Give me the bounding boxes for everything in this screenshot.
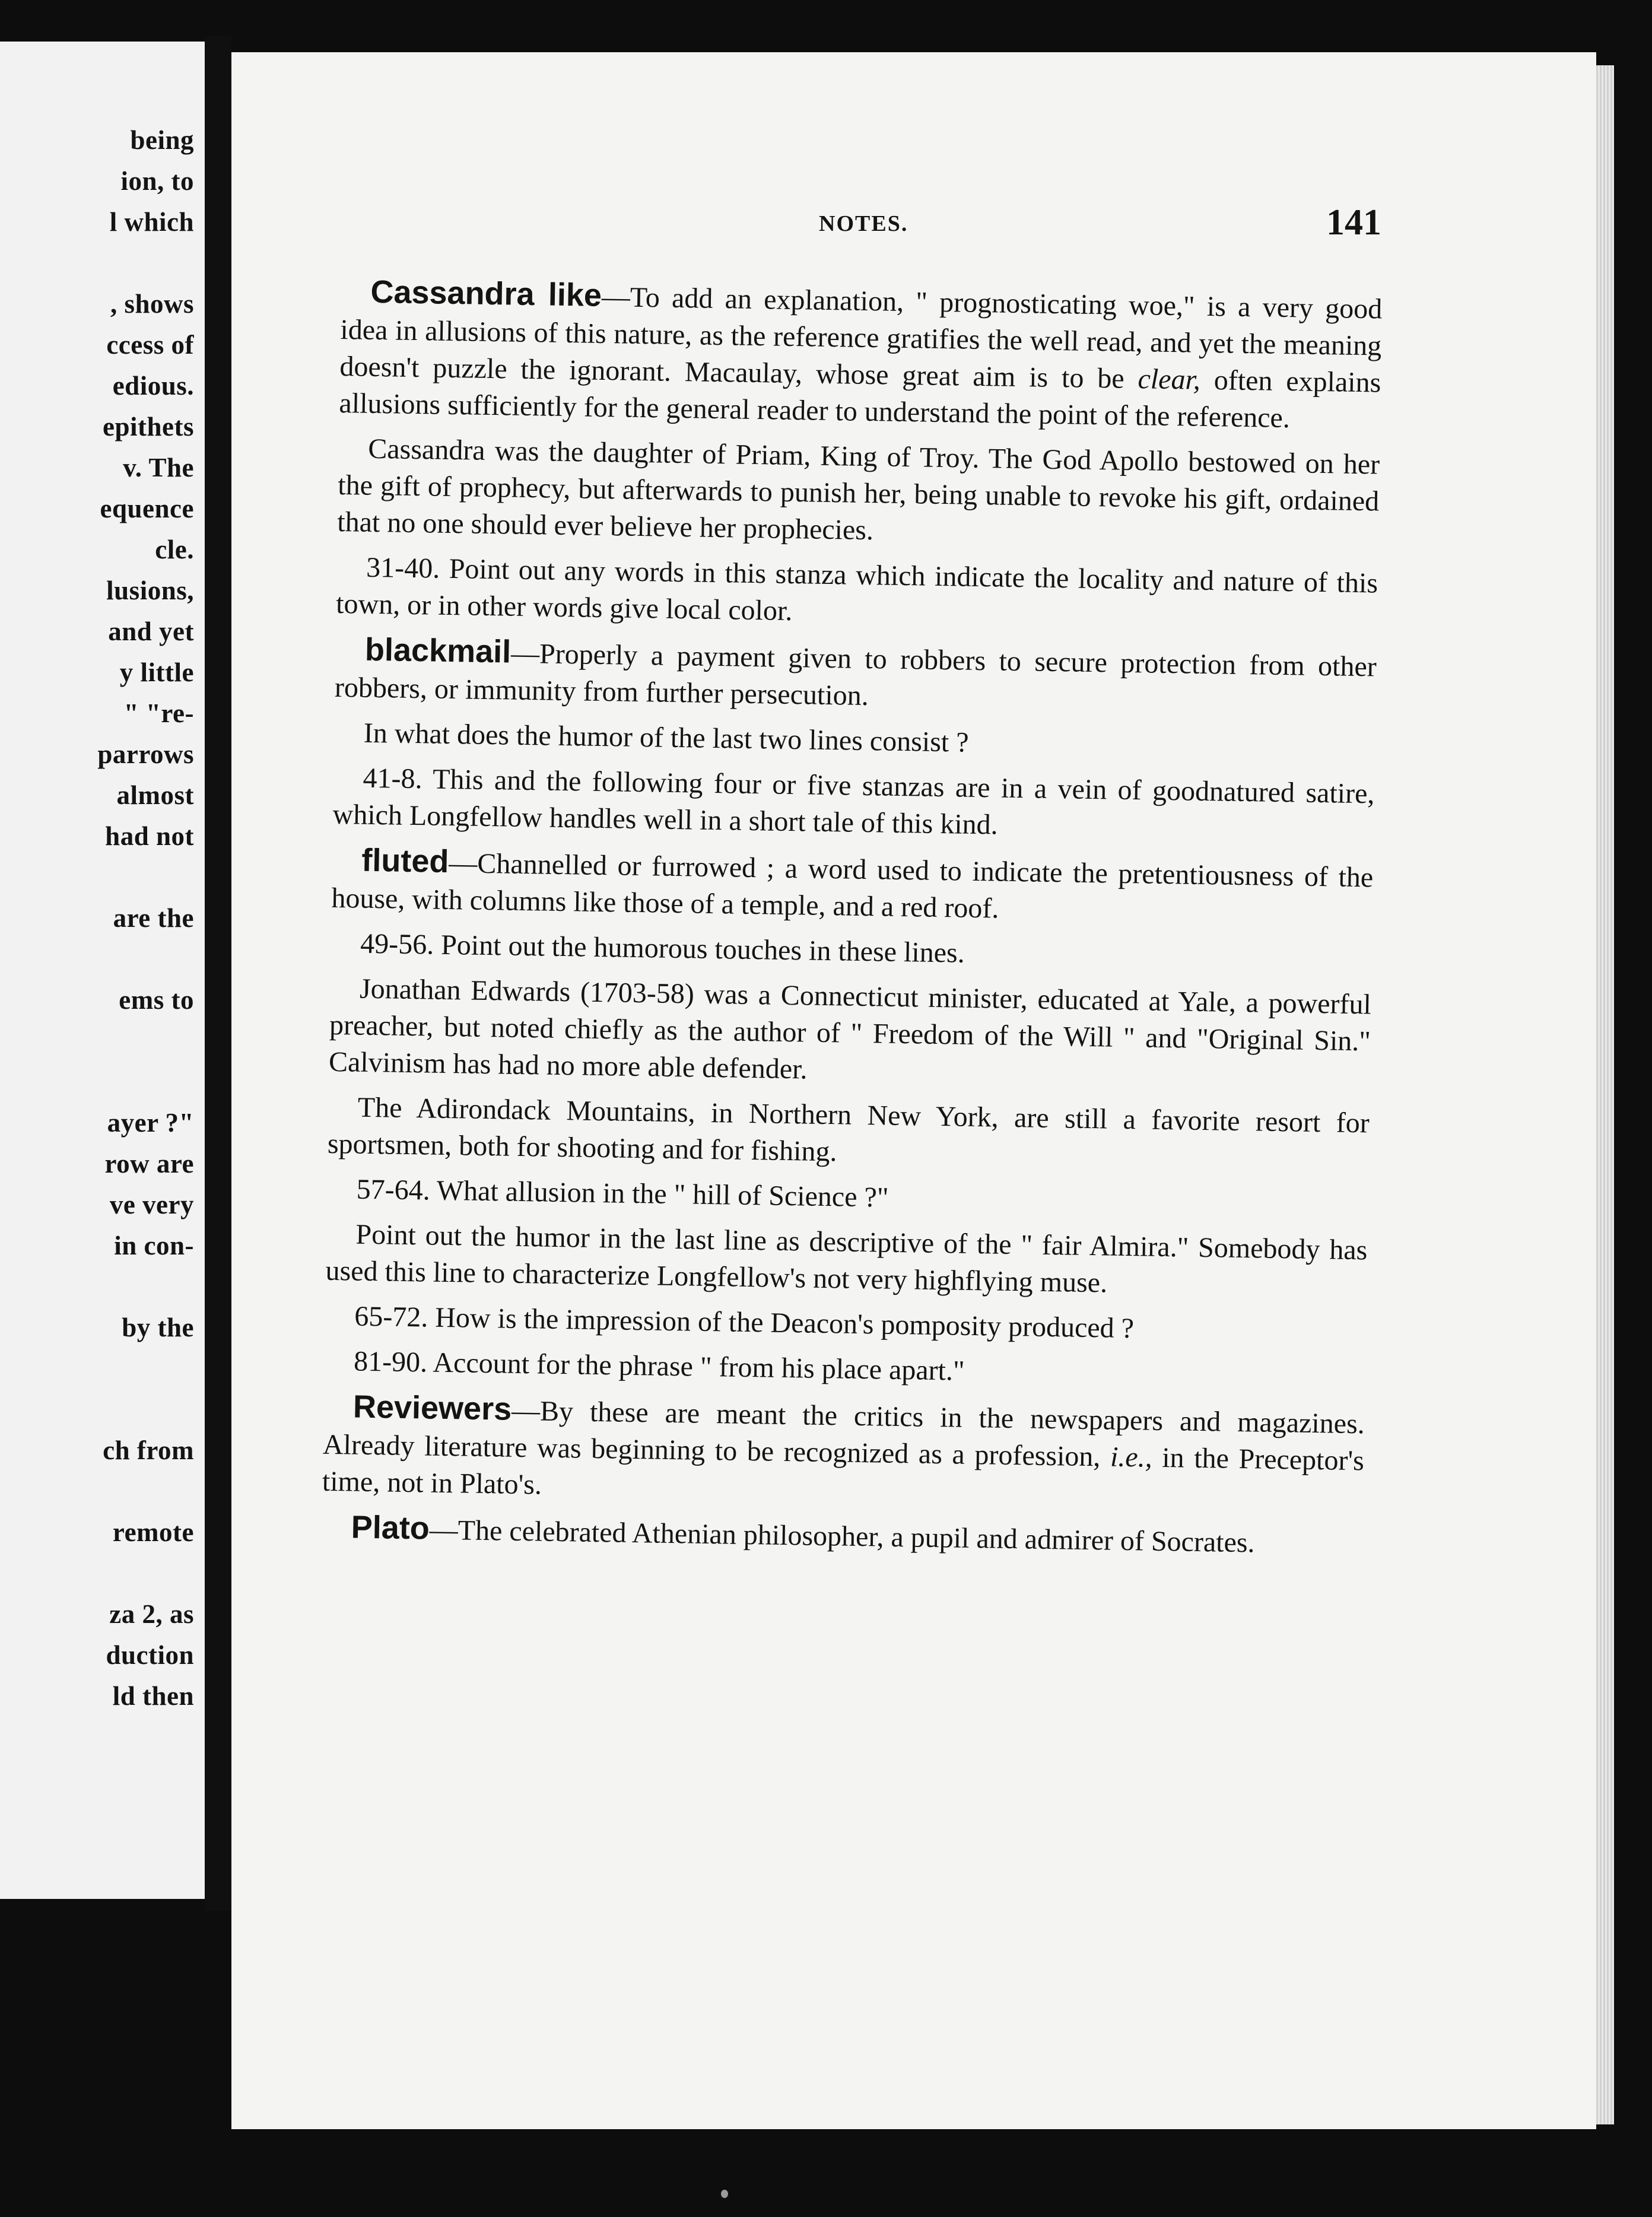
page-number: 141 xyxy=(1326,202,1381,243)
left-page-line-fragment: l which xyxy=(109,207,194,237)
left-page-line-fragment: in con- xyxy=(114,1231,194,1260)
note-text: Channelled or furrowed ; a word used to indicate the pretentiousness of the house, with columns like those of a temple, and a red roof. xyxy=(331,847,1374,925)
left-page-line-fragment: , shows xyxy=(110,289,194,319)
note-text: Jonathan Edwards (1703-58) was a Connecticut minister, educated at Yale, a powerful preacher, but noted chiefly as the author of " Freedom of the Will " and "Original Sin." Calvinism has had no more able defender. xyxy=(328,973,1372,1085)
note-emphasis: clear, xyxy=(1138,363,1201,396)
note-emphasis: i.e., xyxy=(1110,1441,1153,1473)
note-paragraph xyxy=(331,925,1373,979)
note-paragraph xyxy=(325,1298,1367,1351)
left-page-line-fragment: lusions, xyxy=(106,576,194,605)
note-text: Point out the humor in the last line as descriptive of the " fair Almira." Somebody has used this line to characterize Longfellow's not very highflying muse. xyxy=(325,1218,1368,1299)
note-entry xyxy=(321,1508,1363,1564)
note-entry xyxy=(335,631,1377,723)
page-edges xyxy=(1596,65,1614,2124)
left-page-line-fragment: being xyxy=(130,125,194,155)
note-paragraph xyxy=(332,760,1375,850)
note-text: The celebrated Athenian philosopher, a pupil and admirer of Socrates. xyxy=(458,1514,1255,1559)
note-text: The Adirondack Mountains, in Northern New York, are still a favorite resort for sportsmen, both for shooting and for fishing. xyxy=(327,1091,1370,1168)
note-term: fluted xyxy=(361,842,449,879)
facing-page-left xyxy=(0,42,205,1899)
note-text-continued: often explains allusions sufficiently for the general reader to understand the point of the reference. xyxy=(339,364,1381,434)
note-paragraph xyxy=(329,970,1372,1097)
left-page-line-fragment: " "re- xyxy=(123,698,194,728)
note-text: 57-64. What allusion in the " hill of Science ?" xyxy=(356,1173,889,1214)
left-page-line-fragment: ion, to xyxy=(120,166,194,196)
note-term: blackmail xyxy=(364,631,512,670)
note-paragraph xyxy=(324,1343,1366,1396)
left-page-line-fragment: duction xyxy=(106,1640,194,1670)
em-dash: — xyxy=(510,637,540,670)
em-dash: — xyxy=(429,1514,459,1546)
left-page-line-fragment: ch from xyxy=(103,1435,194,1465)
left-page-line-fragment: ems to xyxy=(119,985,194,1015)
left-page-line-fragment: edious. xyxy=(112,371,194,401)
left-page-line-fragment: equence xyxy=(100,494,194,523)
note-entry xyxy=(322,1388,1365,1517)
left-page-line-fragment: had not xyxy=(105,821,194,851)
note-text-continued: in the Preceptor's time, not in Plato's. xyxy=(322,1441,1365,1501)
left-page-line-fragment: ld then xyxy=(112,1681,194,1711)
left-page-line-fragment: cle. xyxy=(155,535,194,564)
em-dash: — xyxy=(601,281,631,313)
left-page-line-fragment: by the xyxy=(122,1313,194,1342)
note-text: To add an explanation, " prognosticating woe," is a very good idea in allusions of this nature, as the reference gratifies the well read, and yet the meaning doesn't puzzle the ignorant. Macaulay, whose great aim is to be xyxy=(339,281,1383,395)
left-page-line-fragment: za 2, as xyxy=(109,1599,194,1629)
left-page-line-fragment: epithets xyxy=(103,412,194,442)
left-page-line-fragment: are the xyxy=(113,903,194,933)
note-term: Plato xyxy=(351,1509,430,1546)
note-entry xyxy=(331,841,1374,933)
left-page-line-fragment: row are xyxy=(104,1149,194,1179)
left-page-line-fragment: ayer ?" xyxy=(107,1108,194,1138)
note-text: 81-90. Account for the phrase " from his place apart." xyxy=(353,1345,965,1387)
left-page-line-fragment: y little xyxy=(119,658,194,687)
note-paragraph xyxy=(337,430,1380,557)
book-binding-gutter xyxy=(205,36,231,1911)
note-paragraph xyxy=(336,549,1378,639)
note-paragraph xyxy=(326,1171,1368,1224)
left-page-line-fragment: remote xyxy=(112,1517,194,1547)
note-text: 31-40. Point out any words in this stanza which indicate the locality and nature of this town, or in other words give local color. xyxy=(335,551,1378,627)
note-paragraph xyxy=(333,714,1375,768)
left-page-line-fragment: almost xyxy=(116,780,194,810)
left-page-line-fragment: parrows xyxy=(97,739,194,769)
left-page-line-fragment: and yet xyxy=(108,617,194,646)
left-page-line-fragment: v. The xyxy=(123,453,194,482)
left-page-line-fragment: ve very xyxy=(109,1190,194,1219)
note-text: By these are meant the critics in the newspapers and magazines. Already literature was beginning to be recognized as a profession, xyxy=(322,1395,1365,1473)
notes-body xyxy=(321,273,1383,1571)
note-text: Cassandra was the daughter of Priam, King of Troy. The God Apollo bestowed on her the gift of prophecy, but afterwards to punish her, being unable to revoke his gift, ordained that no one should ever believe her prophecies. xyxy=(336,433,1380,547)
em-dash: — xyxy=(448,847,478,879)
note-paragraph xyxy=(327,1089,1370,1179)
note-text: In what does the humor of the last two lines consist ? xyxy=(363,717,969,758)
em-dash: — xyxy=(511,1395,541,1427)
note-term: Reviewers xyxy=(352,1389,512,1427)
note-text: 49-56. Point out the humorous touches in these lines. xyxy=(360,928,965,969)
note-text: Properly a payment given to robbers to secure protection from other robbers, or immunity from further persecution. xyxy=(334,638,1377,712)
note-text: 65-72. How is the impression of the Deacon's pomposity produced ? xyxy=(354,1300,1135,1345)
left-page-line-fragment: ccess of xyxy=(106,330,194,360)
note-entry xyxy=(339,273,1383,439)
running-header: NOTES. xyxy=(819,211,908,236)
note-paragraph xyxy=(325,1216,1368,1306)
note-term: Cassandra like xyxy=(370,274,602,313)
scan-speck xyxy=(721,2190,728,2198)
note-text: 41-8. This and the following four or five stanzas are in a vein of goodnatured satire, which Longfellow handles well in a short tale of this kind. xyxy=(332,762,1375,841)
